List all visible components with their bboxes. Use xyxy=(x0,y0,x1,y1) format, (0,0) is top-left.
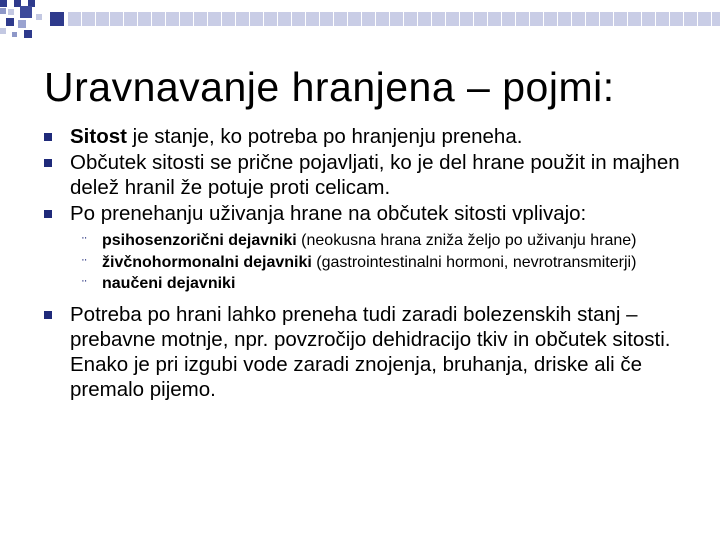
sub-bullet-bold-term: naučeni dejavniki xyxy=(102,275,236,292)
bullet-text: je stanje, ko potreba po hranjenju preneha. xyxy=(126,125,523,148)
square-bullet-icon xyxy=(44,133,52,141)
square-bullet-icon xyxy=(44,210,52,218)
sub-bullet-text: (gastrointestinalni hormoni, nevrotransmiterji) xyxy=(311,253,637,271)
sub-bullet-item xyxy=(44,275,704,294)
hollow-square-bullet-icon: ¨ xyxy=(82,234,87,250)
hollow-square-bullet-icon: ¨ xyxy=(82,277,87,293)
sub-bullet-bold-term: živčnohormonalni dejavniki xyxy=(102,253,312,271)
square-bullet-icon xyxy=(44,159,52,167)
bullet-text: Potreba po hrani lahko preneha tudi zaradi bolezenskih stanj – prebavne motnje, npr. povzročijo dehidracijo tkiv in občutek sitosti. Enako je pri izgubi vode zaradi znojenja, bruhanja, driske ali če premalo pijemo. xyxy=(70,302,671,401)
bullet-item xyxy=(44,201,704,226)
sub-bullet-item xyxy=(44,254,704,273)
sub-bullet-bold-term: psihosenzorični dejavniki xyxy=(102,232,297,249)
bullet-item xyxy=(44,150,704,200)
bullet-text: Občutek sitosti se prične pojavljati, ko je del hrane použit in majhen delež hranil že potuje proti celicam. xyxy=(70,151,680,199)
square-bullet-icon xyxy=(44,311,52,319)
bullet-text: Po prenehanju uživanja hrane na občutek sitosti vplivajo: xyxy=(70,202,587,225)
hollow-square-bullet-icon: ¨ xyxy=(82,255,87,272)
bullet-item xyxy=(44,124,704,149)
slide-title: Uravnavanje hranjena – pojmi: xyxy=(44,64,615,110)
sub-bullet-text: (neokusna hrana zniža željo po uživanju hrane) xyxy=(296,232,637,249)
bullet-item xyxy=(44,302,704,402)
sub-bullet-item xyxy=(44,232,704,251)
bullet-bold-term: Sitost xyxy=(70,125,127,148)
header-decoration xyxy=(0,0,720,44)
bullet-list xyxy=(44,124,704,404)
